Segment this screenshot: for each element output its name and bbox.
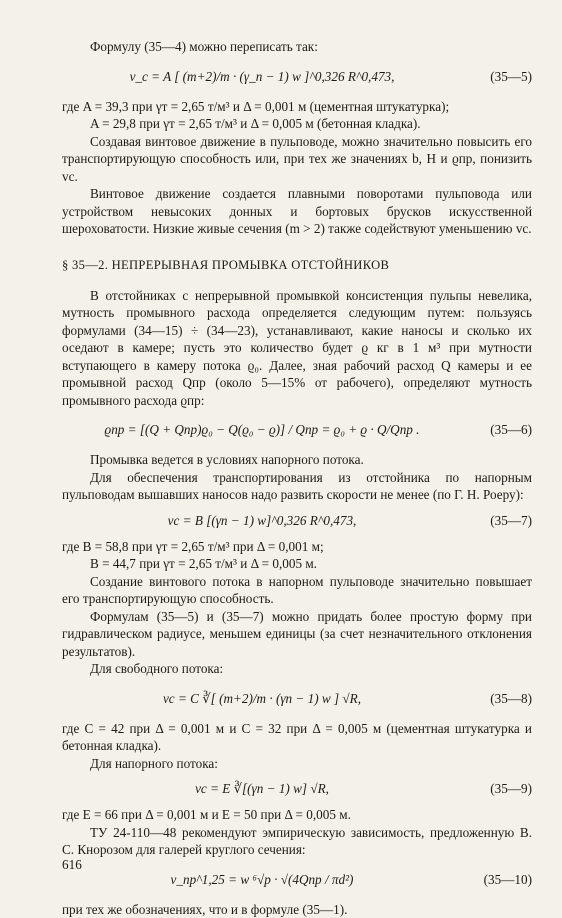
equation-number: (35—10)	[484, 871, 532, 889]
paragraph-pressure-flow: Для напорного потока:	[62, 755, 532, 773]
where-line: где A = 39,3 при γт = 2,65 т/м³ и Δ = 0,001 м (цементная штукатурка);	[62, 98, 532, 116]
equation-formula: vс = C ∛[ (m+2)/m · (γп − 1) w ] √R,	[62, 690, 462, 708]
equation-formula: vс = E ∛[(γп − 1) w] √R,	[62, 780, 462, 798]
paragraph-settling: В отстойниках с непрерывной промывкой консистенция пульпы невелика, мутность промывного расхода определяется следующим путем: пользуясь формулами (34—15) ÷ (34—23), устанавливают, какие наносы и сколько их оседают в камере; пусть это количество будет ϱ кг в 1 м³ при мутности вступающего в камеру потока ϱ₀. Далее, зная рабочий расход Q камеры и ее промывной расход Qпр (около 5—15% от рабочего), определяют мутность промывного расхода ϱпр:	[62, 287, 532, 410]
equation-formula: vс = B [(γп − 1) w]^0,326 R^0,473,	[62, 512, 462, 530]
equation-formula: ϱпр = [(Q + Qпр)ϱ₀ − Q(ϱ₀ − ϱ)] / Qпр = ϱ₀ + ϱ · Q/Qпр .	[62, 421, 462, 439]
equation-number: (35—6)	[490, 421, 532, 439]
paragraph-vortex-2: Винтовое движение создается плавными поворотами пульповода или устройством невысоких донных и бортовых брусков искусственной шероховатости. Низкие живые сечения (m > 2) также содействуют уменьшению vс.	[62, 185, 532, 238]
intro-paragraph: Формулу (35—4) можно переписать так:	[62, 38, 532, 56]
paragraph-free-flow: Для свободного потока:	[62, 660, 532, 678]
equation-number: (35—9)	[490, 780, 532, 798]
section-heading: § 35—2. НЕПРЕРЫВНАЯ ПРОМЫВКА ОТСТОЙНИКОВ	[62, 258, 532, 273]
where-line: где E = 66 при Δ = 0,001 м и E = 50 при Δ = 0,005 м.	[62, 806, 532, 824]
equation-35-9	[62, 772, 532, 806]
paragraph-pressure-3: Создание винтового потока в напорном пульповоде значительно повышает его транспортирующую способность.	[62, 573, 532, 608]
paragraph-vortex-1: Создавая винтовое движение в пульповоде, можно значительно повысить его транспортирующую способность или, при тех же значениях b, H и ϱпр, понизить vс.	[62, 133, 532, 186]
where-line: A = 29,8 при γт = 2,65 т/м³ и Δ = 0,005 м (бетонная кладка).	[62, 115, 532, 133]
equation-number: (35—5)	[490, 68, 532, 86]
paragraph-tu: ТУ 24-110—48 рекомендуют эмпирическую зависимость, предложенную В. С. Кнорозом для галерей круглого сечения:	[62, 824, 532, 859]
where-line: где C = 42 при Δ = 0,001 м и C = 32 при Δ = 0,005 м (цементная штукатурка и бетонная кладка).	[62, 720, 532, 755]
paragraph-pressure-2: Для обеспечения транспортирования из отстойника по напорным пульповодам вышавших наносов надо развить скорости не менее (по Г. Н. Роеру):	[62, 469, 532, 504]
equation-number: (35—8)	[490, 690, 532, 708]
paragraph-simplify: Формулам (35—5) и (35—7) можно придать более простую форму при гидравлическом радиусе, меньшем единицы (за счет незначительного отклонения результатов).	[62, 608, 532, 661]
page-number: 616	[62, 857, 82, 873]
where-line: B = 44,7 при γт = 2,65 т/м³ и Δ = 0,005 м.	[62, 555, 532, 573]
equation-35-7	[62, 504, 532, 538]
equation-35-6	[62, 409, 532, 451]
paragraph-final: при тех же обозначениях, что и в формуле (35—1).	[62, 901, 532, 918]
equation-number: (35—7)	[490, 512, 532, 530]
equation-35-5	[62, 56, 532, 98]
equation-formula: v_пр^1,25 = w ⁶√p · √(4Qпр / πd²)	[62, 871, 462, 889]
equation-35-8	[62, 678, 532, 720]
equation-35-10	[62, 859, 532, 901]
paragraph-pressure-1: Промывка ведется в условиях напорного потока.	[62, 451, 532, 469]
equation-formula: v_c = A [ (m+2)/m · (γ_п − 1) w ]^0,326 R^0,473,	[62, 68, 462, 86]
where-line: где B = 58,8 при γт = 2,65 т/м³ при Δ = 0,001 м;	[62, 538, 532, 556]
text-column	[62, 38, 532, 918]
